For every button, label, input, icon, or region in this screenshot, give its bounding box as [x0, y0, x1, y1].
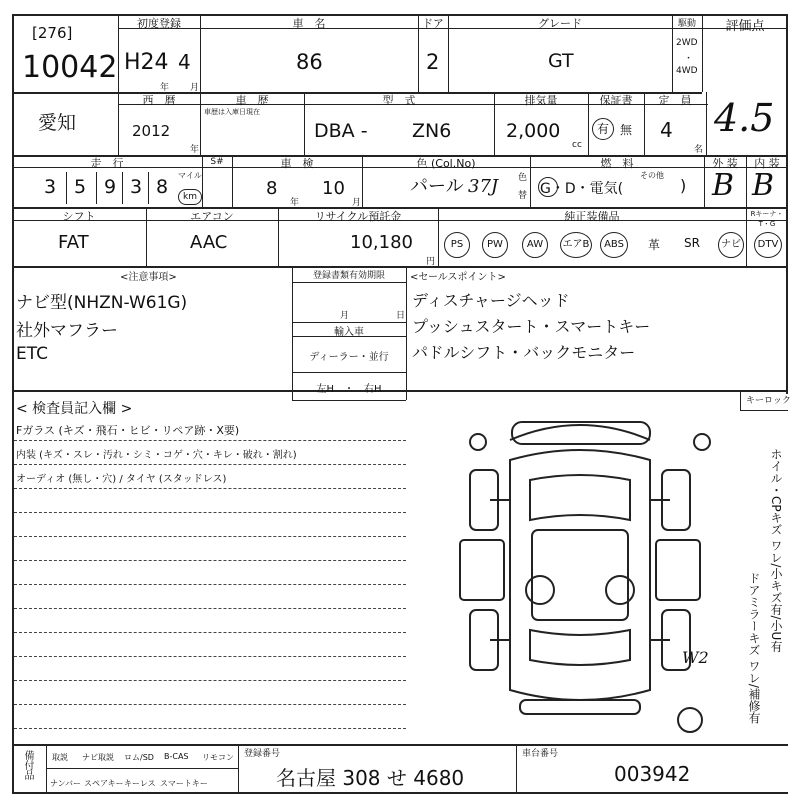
sticker-label: S# [210, 157, 224, 167]
mileage-digit-3: 9 [104, 176, 117, 198]
color-change-b: 替 [518, 191, 528, 201]
equip-ps-circle: PS [444, 232, 470, 258]
v5-406 [406, 266, 407, 400]
equip-aw-circle: AW [522, 232, 548, 258]
warranty-label: 保証書 [599, 94, 633, 107]
import-label: 輸入車 [334, 327, 364, 338]
keylock-label: キーロック [746, 396, 791, 406]
dash-8 [14, 608, 406, 609]
mileage-unit-mile: マイル [178, 171, 202, 180]
sales-point-3: パドルシフト・バックモニター [412, 343, 636, 362]
km-circle: km [178, 189, 202, 205]
acc-bottom-4: スマートキー [160, 779, 208, 788]
color-number: 37J [468, 176, 499, 197]
car-damage-diagram [440, 400, 740, 740]
region: 愛知 [38, 112, 77, 134]
inspector-line-3: オーディオ (無し・穴) / タイヤ (スタッドレス) [16, 474, 227, 485]
acc-top-1: 取説 [52, 753, 68, 762]
equipment-label: 純正装備品 [564, 210, 620, 223]
mileage-unit-km [178, 184, 202, 205]
inspector-line-2: 内装 (キズ・スレ・汚れ・シミ・コゲ・穴・キレ・破れ・割れ) [16, 450, 297, 461]
acc-top-4: B-CAS [164, 752, 189, 761]
western-label: 西 暦 [142, 94, 176, 107]
docs-label: 登録書類有効期限 [312, 271, 385, 281]
docs-month: 月 [340, 311, 350, 321]
mile-sep-3 [122, 172, 123, 204]
score-value: 4.5 [714, 96, 775, 140]
mileage-digit-4: 3 [130, 176, 143, 198]
equip-dtv-circle: DTV [754, 232, 782, 258]
dash-2 [14, 464, 406, 465]
lot-code: [276] [32, 24, 73, 42]
inspection-month-unit: 月 [352, 198, 362, 208]
grade-label: グレード [538, 17, 582, 30]
year-unit: 年 [190, 145, 200, 155]
exterior-grade: B [712, 168, 735, 203]
dash-9 [14, 632, 406, 633]
import-dealer: ディーラー・並行 [309, 352, 389, 363]
warranty-yes-circle: 有 [592, 118, 614, 140]
reg-no-label: 登録番号 [244, 749, 281, 759]
equip-navi-circle: ナビ [718, 232, 744, 258]
sales-label: <セールスポイント> [410, 272, 506, 283]
aircon-label: エアコン [190, 210, 234, 223]
interior-label: 内 装 [754, 157, 780, 170]
door-label: ドア [422, 17, 444, 30]
first-reg-era: H24 [124, 50, 169, 75]
dash-13 [14, 728, 406, 729]
door-count: 2 [426, 50, 440, 74]
warranty-yes [592, 118, 614, 140]
diagram-mark-w2: W2 [682, 648, 709, 667]
recycle-label: リサイクル預託金 [314, 210, 402, 223]
model-prefix: DBA - [314, 120, 368, 142]
equip-dtv [754, 232, 782, 258]
dash-5 [14, 536, 406, 537]
v2-706 [706, 92, 707, 156]
shift-value: FAT [58, 232, 89, 253]
keyless-label: Rキーナ・T・G [750, 210, 784, 228]
equip-aw [522, 232, 548, 258]
acc-top-2: ナビ取説 [82, 753, 114, 762]
dash-4 [14, 512, 406, 513]
sales-point-2: プッシュスタート・スマートキー [412, 317, 651, 336]
displacement: 2,000 [506, 120, 561, 142]
shift-label: シフト [62, 210, 96, 223]
dash-6 [14, 560, 406, 561]
chassis-label: 車台番号 [522, 749, 559, 759]
vb-46 [46, 744, 47, 794]
keylock-h [740, 410, 788, 411]
accessories-label: 備付品 [22, 750, 33, 780]
v-118 [118, 14, 119, 156]
acc-bottom-2: スペアキー [84, 779, 124, 788]
equip-navi [718, 232, 744, 258]
grade: GT [548, 50, 574, 72]
equip-airbag-circle: エアB [560, 232, 592, 258]
inspector-line-1: Fガラス (キズ・飛石・ヒビ・リペア跡・X要) [16, 424, 240, 437]
recycle-fee: 10,180 [350, 232, 413, 253]
sales-point-1: ディスチャージヘッド [412, 291, 570, 310]
mileage-digit-1: 3 [44, 176, 57, 198]
docs-day: 日 [396, 311, 406, 321]
first-reg-month: 4 [178, 50, 191, 74]
score-label: 評価点 [725, 19, 765, 34]
aircon-value: AAC [190, 232, 228, 253]
equip-leather: 革 [648, 238, 661, 252]
note-3: ETC [16, 344, 48, 364]
history-label: 車 歴 [235, 94, 269, 107]
equip-abs-circle: ABS [600, 232, 628, 258]
mileage-digit-5: 8 [156, 176, 169, 198]
equip-ps [444, 232, 470, 258]
dash-3 [14, 488, 406, 489]
inspection-month: 10 [322, 178, 345, 199]
hb-mid [46, 768, 238, 769]
drive-2wd: 2WD [676, 38, 698, 48]
steering: 左H ・ 右H [316, 384, 382, 395]
drive-4wd: 4WD [676, 66, 698, 76]
model-label: 型 式 [382, 94, 416, 107]
equip-pw [482, 232, 508, 258]
capacity: 4 [660, 118, 673, 142]
year-western: 2012 [132, 122, 171, 140]
inspection-label: 車 検 [280, 157, 314, 170]
drive-label: 駆動 [677, 19, 696, 29]
car-name: 86 [296, 50, 323, 74]
color-label: 色 (Col.No) [416, 157, 476, 170]
mileage-digit-2: 5 [74, 176, 87, 198]
dash-12 [14, 704, 406, 705]
fuel-close: ) [680, 176, 687, 195]
side-note-b: ドアミラーキズ ワレ/補修有 [747, 572, 761, 724]
keylock-v [740, 390, 741, 410]
capacity-unit: 名 [694, 145, 704, 155]
equip-pw-circle: PW [482, 232, 508, 258]
mile-sep-1 [66, 172, 67, 204]
mileage-label: 走 行 [90, 157, 124, 170]
warranty-no: 無 [620, 123, 633, 137]
fuel-label: 燃 料 [600, 157, 634, 170]
cc-unit: cc [572, 140, 582, 150]
inspector-label: < 検査員記入欄 > [16, 401, 133, 417]
note-2: 社外マフラー [16, 321, 118, 341]
bottom-top [12, 744, 788, 746]
mile-sep-2 [96, 172, 97, 204]
first-reg-label: 初度登録 [137, 17, 181, 30]
frame-right [786, 14, 788, 394]
color-change-a: 色 [518, 173, 528, 183]
note-1: ナビ型(NHZN-W61G) [16, 293, 188, 313]
first-reg-month-unit: 月 [190, 83, 200, 93]
car-name-label: 車 名 [292, 17, 326, 30]
acc-top-3: ロム/SD [124, 753, 154, 762]
dash-11 [14, 680, 406, 681]
vb-516 [516, 744, 517, 794]
steer-top [292, 372, 406, 373]
chassis-no: 003942 [614, 762, 691, 786]
yen-unit: 円 [426, 257, 436, 267]
frame-left [12, 14, 14, 794]
dash-7 [14, 584, 406, 585]
color-name: パール [410, 176, 464, 197]
fuel-options: G・D・電気( [540, 181, 624, 197]
acc-top-5: リモコン [202, 753, 234, 762]
drive-dot: ・ [684, 54, 694, 64]
acc-bottom-1: ナンバー [50, 779, 82, 788]
displacement-label: 排気量 [524, 94, 558, 107]
inspection-year: 8 [266, 178, 278, 199]
mile-sep-4 [148, 172, 149, 204]
fuel-gasoline-circle [538, 177, 558, 197]
first-reg-year-unit: 年 [160, 83, 170, 93]
dash-10 [14, 656, 406, 657]
docs-subline [292, 282, 406, 283]
equip-abs [600, 232, 628, 258]
fuel-other: その他 [640, 171, 664, 180]
steer-bottom [292, 400, 406, 401]
vb-238 [238, 744, 239, 794]
equip-airbag [560, 232, 592, 258]
dash-1 [14, 440, 406, 441]
lot-number: 10042 [22, 50, 118, 85]
history-note: 車歴は入庫日現在 [204, 108, 260, 116]
bottom-bottom [12, 792, 788, 794]
notes-label: <注意事項> [120, 272, 177, 283]
reg-no: 名古屋 308 せ 4680 [276, 766, 465, 790]
interior-grade: B [752, 168, 775, 203]
model-code: ZN6 [412, 120, 452, 142]
capacity-label: 定 員 [658, 94, 692, 107]
equip-sr: SR [684, 236, 700, 250]
exterior-label: 外 装 [712, 157, 738, 170]
side-note-a: ホイル・CPキズ ワレ/小キズ有/小U有 [769, 448, 783, 653]
inspection-year-unit: 年 [290, 198, 300, 208]
acc-bottom-3: キーレス [124, 779, 156, 788]
